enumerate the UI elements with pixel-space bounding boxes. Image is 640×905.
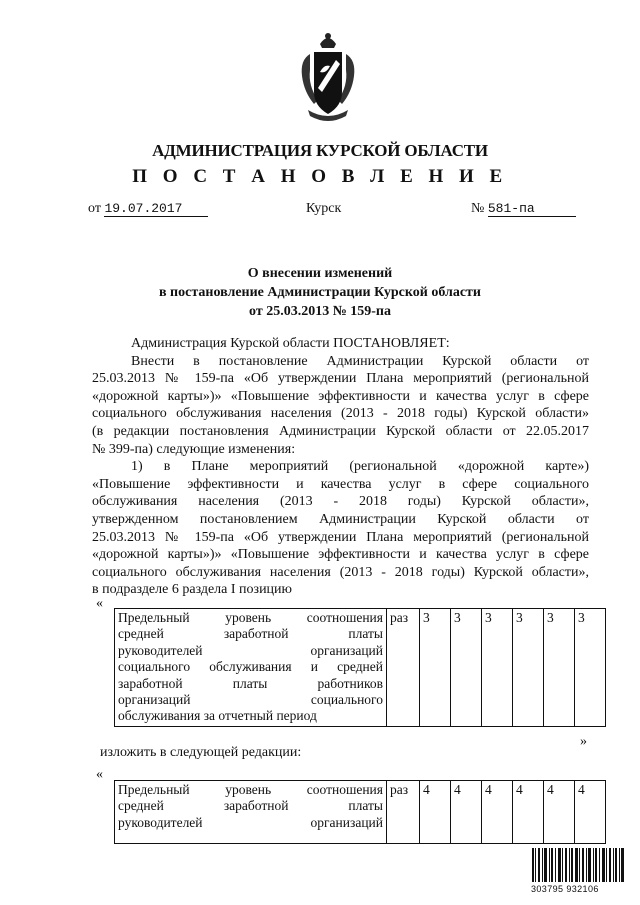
value-cell: 4 bbox=[420, 781, 451, 844]
value-cell: 3 bbox=[420, 609, 451, 727]
body-text bbox=[92, 335, 589, 599]
close-quote: » bbox=[580, 734, 587, 749]
number-value: 581-па bbox=[488, 201, 576, 217]
value-cell: 3 bbox=[575, 609, 606, 727]
org-title: АДМИНИСТРАЦИЯ КУРСКОЙ ОБЛАСТИ bbox=[152, 141, 488, 160]
number-field bbox=[471, 201, 576, 217]
unit-cell: раз bbox=[387, 609, 420, 727]
number-prefix: № bbox=[471, 201, 485, 216]
value-cell: 4 bbox=[544, 781, 575, 844]
value-cell: 4 bbox=[482, 781, 513, 844]
barcode-number: 303795 932106 bbox=[531, 884, 599, 894]
table-new-position bbox=[114, 780, 606, 844]
date-field bbox=[88, 201, 208, 217]
value-cell: 3 bbox=[451, 609, 482, 727]
value-cell: 4 bbox=[513, 781, 544, 844]
subject-line: в постановление Администрации Курской области bbox=[159, 285, 481, 300]
value-cell: 3 bbox=[482, 609, 513, 727]
document-subject bbox=[0, 264, 640, 321]
date-prefix: от bbox=[88, 201, 101, 216]
indicator-description: Предельный уровень соотношения средней заработной платы руководителей организаций социального обслуживания и средней заработной платы работников организаций социального обслуживания за отчетный период bbox=[115, 609, 387, 727]
open-quote: « bbox=[96, 596, 103, 611]
coat-of-arms-emblem bbox=[296, 30, 360, 126]
unit-cell: раз bbox=[387, 781, 420, 844]
date-value: 19.07.2017 bbox=[104, 201, 208, 217]
table-row bbox=[115, 609, 606, 727]
table-old-position bbox=[114, 608, 606, 727]
value-cell: 3 bbox=[544, 609, 575, 727]
subject-line: от 25.03.2013 № 159-па bbox=[249, 304, 391, 319]
decree-line: Администрация Курской области ПОСТАНОВЛЯЕТ: bbox=[131, 336, 450, 351]
open-quote-2: « bbox=[96, 767, 103, 782]
barcode bbox=[532, 848, 624, 888]
subject-line: О внесении изменений bbox=[247, 266, 393, 281]
city: Курск bbox=[306, 201, 342, 216]
replace-instruction: изложить в следующей редакции: bbox=[100, 745, 302, 760]
document-type: П О С Т А Н О В Л Е Н И Е bbox=[132, 166, 508, 187]
paragraph-1: Внести в постановление Администрации Курской области от 25.03.2013 № 159-па «Об утверждении Плана мероприятий (региональной «дорожной карты»)» «Повышение эффективности и качества услуг в сфере социального обслуживания населения (2013 - 2018 годы) Курской области» (в редакции постановления Администрации Курской области от 22.05.2017 № 399-па) следующие изменения: bbox=[92, 353, 589, 457]
value-cell: 4 bbox=[575, 781, 606, 844]
paragraph-2: 1) в Плане мероприятий (региональной «дорожной карте») «Повышение эффективности и качества услуг в сфере социального обслуживания населения (2013 - 2018 годы) Курской области», утвержденном постановлением Администрации Курской области от 25.03.2013 № 159-па «Об утверждении Плана мероприятий (региональной «дорожной карты»)» «Повышение эффективности и качества услуг в сфере социального обслуживания населения (2013 - 2018 годы) Курской области», в подразделе 6 раздела I позицию bbox=[92, 459, 589, 598]
indicator-description: Предельный уровень соотношения средней заработной платы руководителей организаций bbox=[115, 781, 387, 844]
value-cell: 4 bbox=[451, 781, 482, 844]
value-cell: 3 bbox=[513, 609, 544, 727]
table-row bbox=[115, 781, 606, 844]
